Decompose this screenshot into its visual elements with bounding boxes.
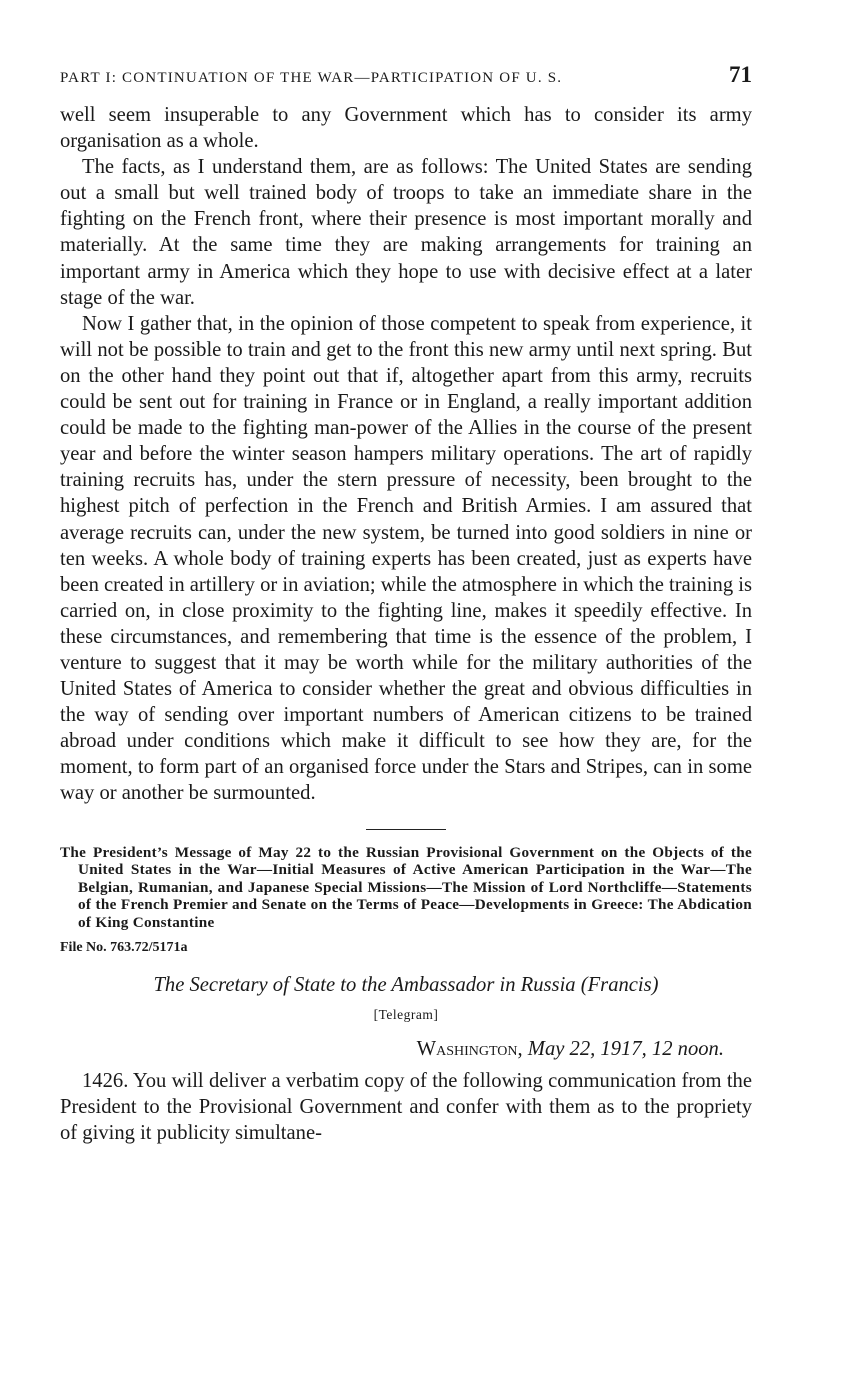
body-paragraph-2: The facts, as I understand them, are as follows: The United States are sending out a small but well trained body of troops to take an immediate share in the fighting on the French front, where their presence is most important morally and materially. At the same time they are making arrangements for training an important army in America which they hope to use with decisive effect at a later stage of the war. <box>60 156 752 309</box>
dateline-place: Washington, <box>416 1037 523 1060</box>
document-page <box>60 62 752 1146</box>
telegram-paragraph: 1426. You will deliver a verbatim copy of the following communication from the President to the Provisional Government and confer with them as to the propriety of giving it publicity simultane- <box>60 1069 752 1144</box>
dateline <box>60 1034 724 1064</box>
running-header <box>60 62 752 102</box>
body-paragraph-3: Now I gather that, in the opinion of those competent to speak from experience, it will not be possible to train and get to the front this new army until next spring. But on the other hand they point out that if, altogether apart from this army, recruits could be sent out for training in France or in England, a really important addition could be made to the fighting man-power of the Allies in the course of the present year and before the winter season hampers military operations. The art of rapidly training recruits has, under the stern pressure of necessity, been brought to the highest pitch of perfection in the French and British Armies. I am assured that average recruits can, under the new system, be turned into good soldiers in nine or ten weeks. A whole body of training experts has been created, just as experts have been created in artillery or in aviation; while the atmosphere in which the training is carried on, in close proximity to the fighting line, makes it speedily effective. In these circumstances, and remembering that time is the essence of the problem, I venture to suggest that it may be worth while for the military authorities of the United States of America to consider whether the great and obvious difficulties in the way of sending over important numbers of American citizens to be trained abroad under conditions which make it difficult to see how they are, for the moment, to form part of an organised force under the Stars and Stripes, can in some way or another be surmounted. <box>60 312 752 805</box>
section-divider <box>366 829 446 830</box>
file-number: File No. 763.72/5171a <box>60 939 188 955</box>
document-title: The Secretary of State to the Ambassador in Russia (Francis) <box>153 973 659 996</box>
dateline-date: May 22, 1917, 12 noon. <box>527 1037 724 1060</box>
running-header-title: PART I: CONTINUATION OF THE WAR—PARTICIPATION OF U. S. <box>60 70 563 86</box>
body-paragraph-1: well seem insuperable to any Government which has to consider its army organisation as a whole. <box>60 104 752 153</box>
section-caption: The President’s Message of May 22 to the Russian Provisional Government on the Objects of the United States in the War—Initial Measures of Active American Participation in the War—The Belgian, Rumanian, and Japanese Special Missions—The Mission of Lord Northcliffe—Statements of the French Premier and Senate on the Terms of Peace—Developments in Greece: The Abdication of King Constantine <box>60 843 752 931</box>
telegram-label: [Telegram] <box>373 1006 439 1022</box>
page-number: 71 <box>729 62 752 87</box>
